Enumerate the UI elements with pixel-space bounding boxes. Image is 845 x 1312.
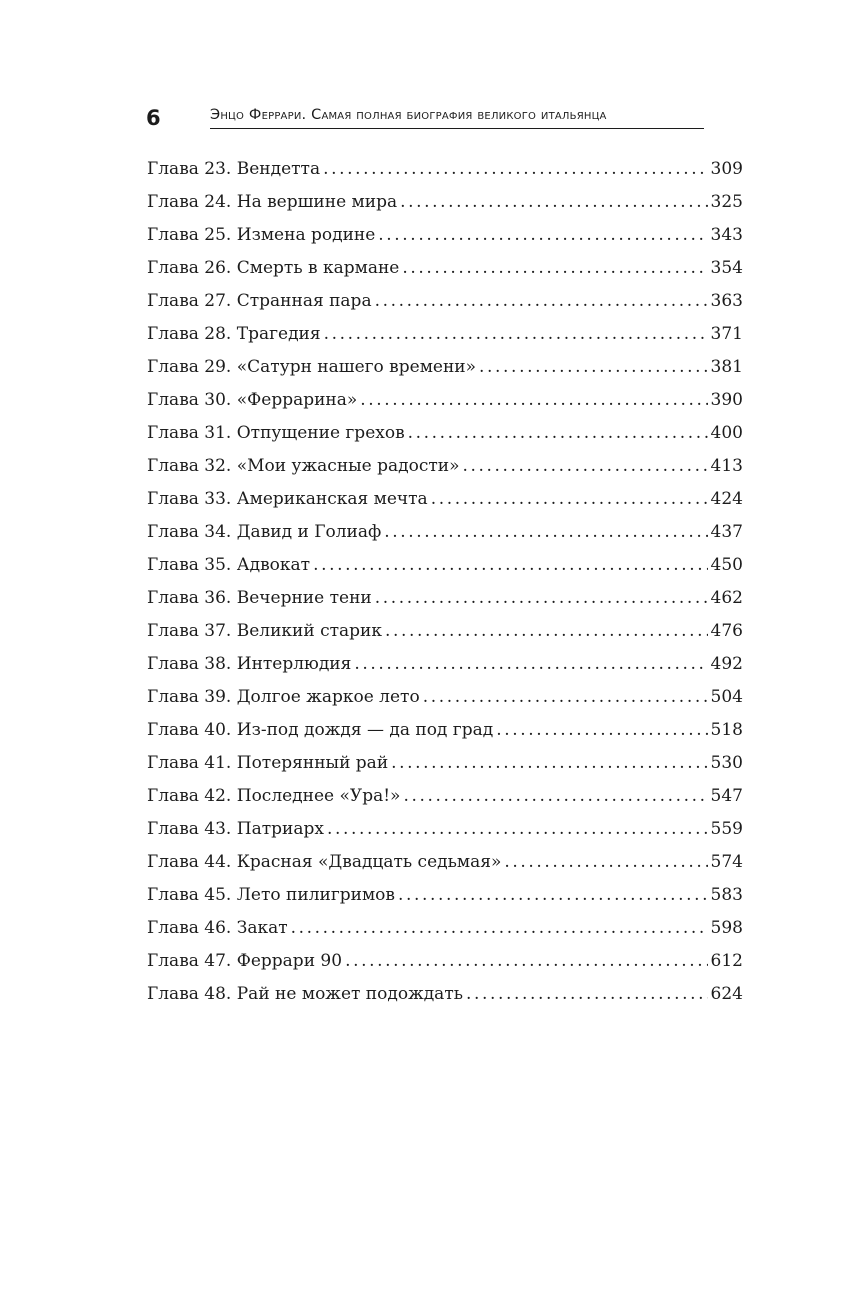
toc-entry-title: Глава 24. На вершине мира: [147, 192, 398, 212]
toc-entry-title: Глава 38. Интерлюдия: [147, 654, 352, 674]
toc-entry: [147, 780, 743, 813]
toc-entry-title: Глава 39. Долгое жаркое лето: [147, 687, 420, 707]
toc-entry: [147, 516, 743, 549]
dot-leader: [423, 681, 708, 714]
toc-entry-page: 424: [710, 489, 743, 509]
toc-entry-title: Глава 23. Вендетта: [147, 159, 321, 179]
toc-entry-page: 492: [710, 654, 743, 674]
toc-entry: [147, 219, 743, 252]
toc-entry-page: 343: [710, 225, 743, 245]
dot-leader: [375, 582, 708, 615]
toc-entry: [147, 912, 743, 945]
toc-entry-title: Глава 44. Красная «Двадцать седьмая»: [147, 852, 502, 872]
toc-entry-page: 363: [710, 291, 743, 311]
toc-entry-page: 598: [710, 918, 743, 938]
toc-entry-title: Глава 47. Феррари 90: [147, 951, 343, 971]
toc-entry-title: Глава 36. Вечерние тени: [147, 588, 372, 608]
toc-entry-title: Глава 45. Лето пилигримов: [147, 885, 395, 905]
toc-entry-page: 462: [710, 588, 743, 608]
toc-entry-title: Глава 28. Трагедия: [147, 324, 321, 344]
dot-leader: [360, 384, 707, 417]
toc-entry: [147, 978, 743, 1011]
toc-entry-page: 583: [710, 885, 743, 905]
toc-entry-page: 354: [710, 258, 743, 278]
toc-entry-page: 437: [710, 522, 743, 542]
dot-leader: [403, 780, 707, 813]
dot-leader: [313, 549, 707, 582]
toc-entry-page: 390: [710, 390, 743, 410]
toc-entry-title: Глава 29. «Сатурн нашего времени»: [147, 357, 477, 377]
toc-entry: [147, 747, 743, 780]
toc-entry-title: Глава 41. Потерянный рай: [147, 753, 389, 773]
table-of-contents: [147, 153, 743, 1011]
toc-entry-title: Глава 32. «Мои ужасные радости»: [147, 456, 460, 476]
toc-entry-title: Глава 26. Смерть в кармане: [147, 258, 400, 278]
dot-leader: [327, 813, 708, 846]
toc-entry: [147, 714, 743, 747]
toc-entry: [147, 813, 743, 846]
dot-leader: [504, 846, 707, 879]
toc-entry: [147, 483, 743, 516]
toc-entry-page: 450: [710, 555, 743, 575]
page-number: 6: [146, 106, 161, 130]
dot-leader: [466, 978, 708, 1011]
toc-entry-page: 371: [710, 324, 743, 344]
toc-entry-title: Глава 37. Великий старик: [147, 621, 383, 641]
toc-entry-title: Глава 25. Измена родине: [147, 225, 376, 245]
toc-entry: [147, 417, 743, 450]
dot-leader: [324, 318, 708, 351]
toc-entry-title: Глава 42. Последнее «Ура!»: [147, 786, 401, 806]
toc-entry: [147, 648, 743, 681]
toc-entry: [147, 615, 743, 648]
dot-leader: [400, 186, 707, 219]
toc-entry: [147, 252, 743, 285]
toc-entry-title: Глава 46. Закат: [147, 918, 288, 938]
dot-leader: [398, 879, 708, 912]
dot-leader: [391, 747, 707, 780]
toc-entry-page: 381: [710, 357, 743, 377]
toc-entry-page: 612: [710, 951, 743, 971]
toc-entry-page: 309: [710, 159, 743, 179]
toc-entry-title: Глава 27. Странная пара: [147, 291, 372, 311]
toc-entry-page: 624: [710, 984, 743, 1004]
toc-entry: [147, 384, 743, 417]
toc-entry-page: 325: [710, 192, 743, 212]
toc-entry-page: 400: [710, 423, 743, 443]
toc-entry-page: 476: [710, 621, 743, 641]
dot-leader: [323, 153, 707, 186]
toc-entry: [147, 846, 743, 879]
dot-leader: [345, 945, 707, 978]
dot-leader: [375, 285, 708, 318]
toc-entry: [147, 450, 743, 483]
toc-entry-title: Глава 30. «Феррарина»: [147, 390, 358, 410]
toc-entry: [147, 582, 743, 615]
dot-leader: [408, 417, 708, 450]
toc-entry-page: 413: [710, 456, 743, 476]
dot-leader: [378, 219, 707, 252]
toc-entry-page: 518: [710, 720, 743, 740]
dot-leader: [385, 615, 708, 648]
dot-leader: [479, 351, 708, 384]
toc-entry: [147, 351, 743, 384]
toc-entry: [147, 318, 743, 351]
dot-leader: [431, 483, 708, 516]
toc-entry-page: 530: [710, 753, 743, 773]
toc-entry: [147, 681, 743, 714]
toc-entry-title: Глава 31. Отпущение грехов: [147, 423, 405, 443]
running-head-title: Энцо Феррари. Самая полная биография великого итальянца: [210, 107, 704, 129]
toc-entry: [147, 285, 743, 318]
toc-entry-page: 559: [710, 819, 743, 839]
toc-entry: [147, 186, 743, 219]
toc-entry-title: Глава 35. Адвокат: [147, 555, 311, 575]
dot-leader: [402, 252, 707, 285]
dot-leader: [354, 648, 707, 681]
toc-entry: [147, 549, 743, 582]
dot-leader: [291, 912, 708, 945]
toc-entry: [147, 879, 743, 912]
toc-entry-page: 574: [710, 852, 743, 872]
toc-entry-title: Глава 34. Давид и Голиаф: [147, 522, 382, 542]
toc-entry-title: Глава 48. Рай не может подождать: [147, 984, 463, 1004]
dot-leader: [384, 516, 707, 549]
toc-entry-title: Глава 43. Патриарх: [147, 819, 324, 839]
dot-leader: [463, 450, 708, 483]
toc-entry-page: 504: [710, 687, 743, 707]
toc-entry-page: 547: [710, 786, 743, 806]
toc-entry-title: Глава 33. Американская мечта: [147, 489, 428, 509]
toc-entry-title: Глава 40. Из-под дождя — да под град: [147, 720, 494, 740]
toc-entry: [147, 153, 743, 186]
dot-leader: [496, 714, 707, 747]
toc-entry: [147, 945, 743, 978]
